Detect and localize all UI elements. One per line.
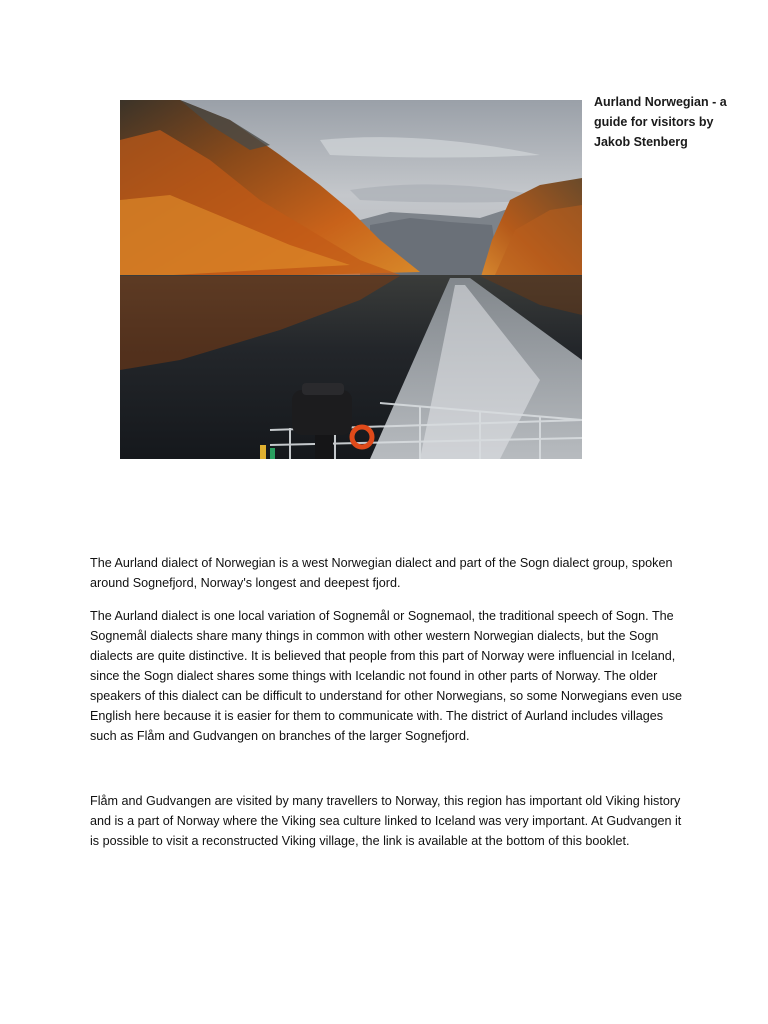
paragraph-dialect: The Aurland dialect is one local variation of Sognemål or Sognemaol, the traditional speech of Sogn. The Sognemål dialects share many things in common with other western Norwegian dialects, but the Sogn dialects are quite distinctive. It is believed that people from this part of Norway were influencial in Iceland, since the Sogn dialect shares some things with Icelandic not found in other parts of Norway. The older speakers of this dialect can be difficult to understand for other Norwegians, so some Norwegians even use English here because it is easier for them to communicate with. The district of Aurland includes villages such as Flåm and Gudvangen on branches of the larger Sognefjord. <box>90 609 682 743</box>
fjord-photo <box>120 100 582 459</box>
fjord-photo-illustration <box>120 100 582 459</box>
booklet-title: Aurland Norwegian - a guide for visitors by Jakob Stenberg <box>594 95 727 149</box>
paragraph-intro: The Aurland dialect of Norwegian is a west Norwegian dialect and part of the Sogn dialect group, spoken around Sognefjord, Norway's longest and deepest fjord. <box>90 556 673 590</box>
paragraph-visitors: Flåm and Gudvangen are visited by many travellers to Norway, this region has important old Viking history and is a part of Norway where the Viking sea culture linked to Iceland was very important. At Gudvangen it is possible to visit a reconstructed Viking village, the link is available at the bottom of this booklet. <box>90 794 682 848</box>
